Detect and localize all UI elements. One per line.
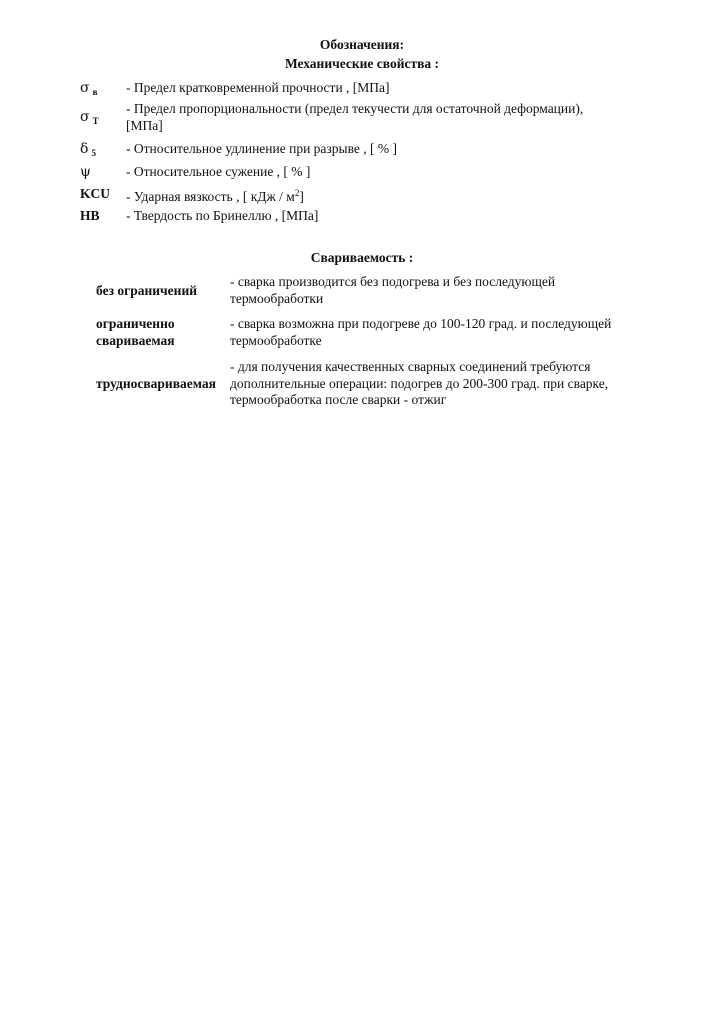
symbol-kcu: KCU [80,186,110,201]
section-title-weldability: Свариваемость : [310,250,414,265]
symbol-hb: HB [80,208,100,223]
symbol-delta-5: δ $_5$ [80,141,96,158]
legend-desc: - Относительное сужение , [ % ] [126,164,311,179]
legend-desc: - Ударная вязкость , [ кДж / $м^2$] [126,188,304,204]
symbol-sigma-v: σ $_в$ [80,80,98,97]
legend-desc: - Твердость по Бринеллю , [МПа] [126,208,319,223]
weld-desc: - сварка производится без подогрева и без последующей термообработки [230,274,556,306]
weld-label: без ограничений [96,283,197,298]
legend-desc: - Предел кратковременной прочности , [МПа] [126,80,390,95]
symbol-psi: ψ [80,164,91,180]
weld-desc: - сварка возможна при подогреве до 100-120 град. и последующей термообработке [230,316,612,348]
weld-label: трудносвариваемая [96,376,216,391]
legend-desc: - Относительное удлинение при разрыве , [ % ] [126,141,397,156]
weld-desc: - для получения качественных сварных соединений требуются дополнительные операции: подогрев до 200-300 град. при сварке, термообработка после сварки - отжиг [230,359,609,407]
page-title: Обозначения: [319,37,405,52]
section-title-mechanical: Механические свойства : [284,56,440,71]
symbol-sigma-t: σ $_T$ [80,109,99,126]
legend-desc: - Предел пропорциональности (предел текучести для остаточной деформации), [МПа] [126,101,584,133]
weld-label: ограниченно свариваемая [96,316,175,348]
